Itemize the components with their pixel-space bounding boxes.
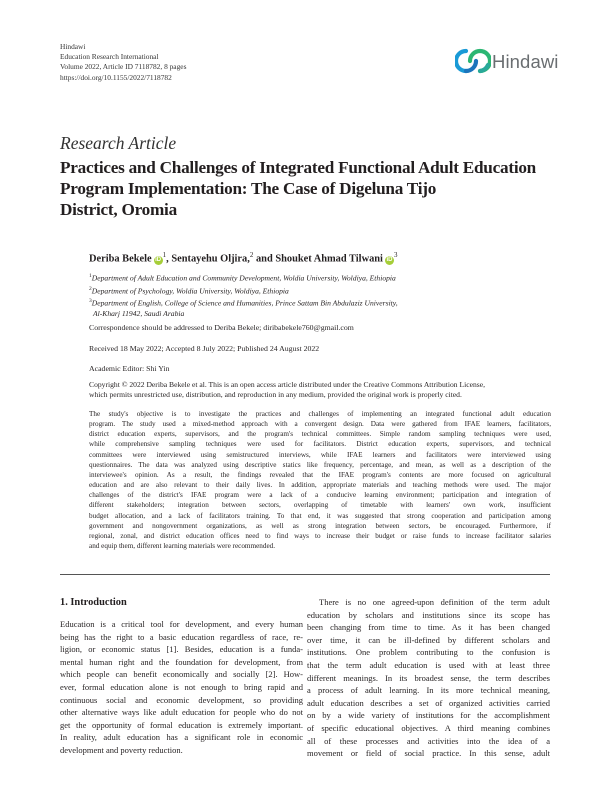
body-line: continuous social and economic development, so providing [60, 694, 303, 705]
affiliations [89, 271, 398, 319]
affiliation-text: Department of English, College of Science and Humanities, Prince Sattam Bin Abdulaziz University, [91, 299, 398, 308]
abstract-line: committees were interviewed using semistructured interviews, while IFAE learners and facilitators were interviewed using [89, 450, 551, 459]
body-line: all of these processes and activities into the idea of a [307, 735, 550, 746]
correspondence: Correspondence should be addressed to Deriba Bekele; diribabekele760@gmail.com [89, 323, 354, 332]
body-line: being has the right to a basic education regardless of race, re- [60, 631, 303, 642]
orcid-icon[interactable]: iD [155, 257, 162, 264]
body-line: There is no one agreed-upon definition of the term adult [319, 597, 550, 607]
abstract-line: questionnaires. The data was analyzed using descriptive statics like frequency, percentage, and mean, as well as a description of the [89, 460, 551, 469]
academic-editor: Academic Editor: Shi Yin [89, 364, 170, 373]
affiliation-text: Al-Kharj 11942, Saudi Arabia [93, 309, 185, 319]
hindawi-rings-logo-icon [455, 45, 491, 77]
journal-name: Education Research International [60, 52, 159, 62]
body-line: institutions. One problem contributing to the confusion is [307, 647, 550, 658]
body-line: over time, it can be ill-defined by different scholars and [307, 634, 550, 645]
author-affiliation-sup: 1 [162, 251, 167, 259]
journal-meta [60, 42, 186, 83]
affiliation-sup: 1 [89, 273, 92, 279]
hindawi-logo[interactable] [455, 45, 559, 77]
body-line: on by a wide variety of institutions for the accomplishment [307, 710, 550, 721]
body-line: In reality, adult education has a significant role in economic [60, 732, 303, 743]
affiliation-sup: 2 [89, 285, 92, 292]
author-separator: , [247, 253, 250, 265]
logo-wordmark: Hindawi [492, 51, 559, 72]
doi-link[interactable]: https://doi.org/10.1155/2022/7118782 [60, 72, 172, 82]
orcid-icon[interactable]: iD [386, 257, 393, 264]
publisher-name: Hindawi [60, 42, 86, 51]
abstract-line: challenges of the district's IFAE program were a lack of a conducive learning environment; participation and integration of [89, 491, 551, 500]
abstract-line: district education experts, supervisors, and the program's technical committees. Simple random sampling techniques were used, [89, 430, 551, 439]
abstract-line: and equip them, different learning materials were recommended. [89, 542, 276, 551]
body-line: Education is a critical tool for development, and every human [60, 619, 303, 629]
affiliation-line [89, 271, 398, 284]
abstract-line: government and nongovernment organizations, as well as strong integration between sectors, be encouraged. Furthermore, if [89, 521, 551, 530]
abstract [89, 409, 551, 551]
body-line: that the term adult education is used with at least three [307, 659, 550, 670]
body-column-right [307, 596, 550, 760]
affiliation-line [89, 309, 398, 319]
body-line: get the opportunity of formal education is extremely important. [60, 719, 303, 730]
body-line: ever, formal education alone is not enough to bring rapid and [60, 681, 303, 692]
abstract-line: program. The study used a mixed-method approach with a convergent design. Data were gathered from IFAE learners, facilitators, [89, 420, 551, 429]
author-affiliation-sup: 2 [249, 251, 254, 259]
abstract-line: interviewee's opinion. As a result, the findings revealed that the IFAE program's contents are more focused on agricultural [89, 470, 551, 479]
abstract-line: different stakeholders; integration between sectors, overlapping of timetable with learners' own work, insufficient [89, 501, 551, 510]
body-line: movement or field of social practice. In this sense, adult [307, 748, 550, 759]
affiliation-sup: 3 [89, 298, 92, 305]
author-name: Sentayehu Oljira [171, 253, 248, 265]
abstract-line: budget allocation, and a lack of facilitators training. To that end, it was suggested that strong cooperation and participation among [89, 511, 551, 520]
body-line: other alternative ways like adult education for people who do not [60, 707, 303, 718]
body-line: which people can benefit economically and socially [2]. How- [60, 669, 303, 680]
abstract-line: education and are also relevant to their daily lives. In addition, appropriate materials and teaching methods were used. The major [89, 481, 551, 490]
publication-dates: Received 18 May 2022; Accepted 8 July 2022; Published 24 August 2022 [89, 344, 320, 353]
section-heading: 1. Introduction [60, 597, 127, 608]
author-connector: and [255, 253, 276, 265]
author-name: Deriba Bekele [89, 253, 152, 265]
title-line: Program Implementation: The Case of Digeluna Tijo [60, 179, 437, 198]
body-line: mental human right and the foundation for development, from [60, 656, 303, 667]
copyright-line: Copyright © 2022 Deriba Bekele et al. This is an open access article distributed under the Creative Commons Attribution License, [89, 380, 485, 389]
title-line: District, Oromia [60, 200, 177, 219]
affiliation-text: Department of Adult Education and Community Development, Woldia University, Woldiya, Ethiopia [91, 273, 396, 283]
affiliation-line [89, 284, 398, 297]
article-type: Research Article [60, 133, 177, 153]
volume-info: Volume 2022, Article ID 7118782, 8 pages [60, 62, 187, 72]
author-separator: , [166, 253, 172, 265]
body-line: adult education describes a set of organized activities carried [307, 697, 550, 708]
body-column-left [60, 618, 303, 757]
abstract-line: regional, zonal, and district education offices need to find ways to increase their budget or raise funds to increase facilitator salaries [89, 531, 551, 540]
affiliation-line [89, 296, 398, 309]
body-line: of specific educational objectives. A third meaning combines [307, 722, 550, 733]
body-line: a process of adult learning. In its more technical meaning, [307, 685, 550, 696]
author-affiliation-sup: 3 [393, 251, 398, 259]
body-line: ligion, or economic status [1]. Besides, education is a funda- [60, 644, 303, 655]
abstract-line: while comprehensive sampling techniques were used for facilitators. District education experts, supervisors, and technical [89, 440, 551, 449]
paper-title [60, 157, 580, 220]
affiliation-text: Department of Psychology, Woldia University, Woldiya, Ethiopia [91, 286, 289, 296]
author-name: Shouket Ahmad Tilwani [275, 253, 383, 265]
body-line: been changing from time to time. As it has been changed [307, 622, 550, 633]
copyright-notice [89, 380, 551, 400]
title-line: Practices and Challenges of Integrated Functional Adult Education [60, 158, 536, 177]
section-divider [60, 574, 550, 575]
body-line: development and poverty reduction. [60, 744, 183, 755]
body-line: education by scholars and institutions since its scope has [307, 609, 550, 620]
author-list [89, 251, 397, 265]
abstract-line: The study's objective is to investigate the practices and challenges of implementing an integrated functional adult education [89, 410, 551, 418]
body-line: different meanings. In its broadest sense, the term describes [307, 672, 550, 683]
copyright-line: which permits unrestricted use, distribution, and reproduction in any medium, provided the original work is properly cited. [89, 390, 462, 400]
